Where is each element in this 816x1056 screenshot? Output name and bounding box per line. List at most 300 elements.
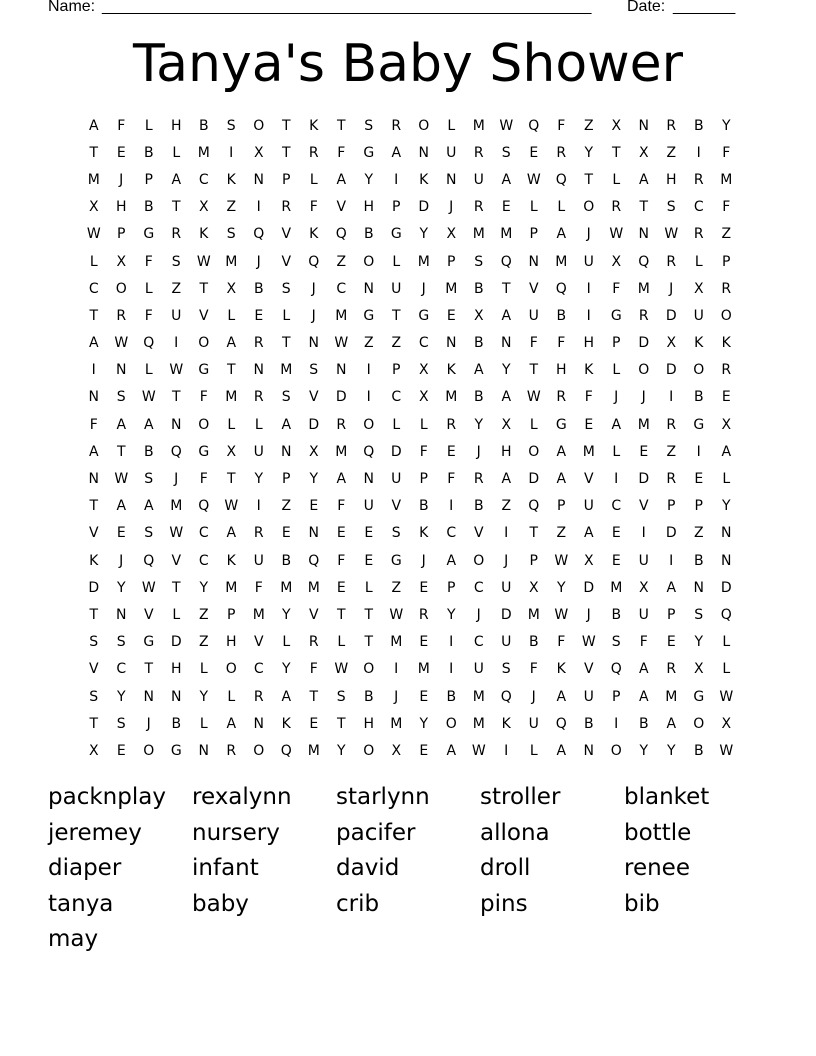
grid-cell[interactable]: C xyxy=(391,389,402,406)
grid-cell[interactable]: O xyxy=(363,253,375,270)
grid-cell[interactable]: Q xyxy=(500,253,512,270)
grid-cell[interactable]: N xyxy=(336,362,347,379)
grid-cell[interactable]: R xyxy=(446,416,457,433)
grid-cell[interactable]: H xyxy=(170,117,182,134)
grid-cell[interactable]: I xyxy=(669,389,674,406)
grid-cell[interactable]: J xyxy=(146,715,151,732)
grid-cell[interactable]: A xyxy=(446,552,457,569)
grid-cell[interactable]: L xyxy=(282,307,291,324)
grid-cell[interactable]: F xyxy=(254,579,263,596)
grid-cell[interactable]: K xyxy=(89,552,99,569)
grid-cell[interactable]: E xyxy=(116,144,126,161)
grid-cell[interactable]: W xyxy=(141,579,156,596)
grid-cell[interactable]: Z xyxy=(171,280,182,297)
grid-cell[interactable]: L xyxy=(144,117,153,134)
grid-cell[interactable]: P xyxy=(557,498,566,515)
grid-cell[interactable]: Z xyxy=(666,443,677,460)
grid-cell[interactable]: P xyxy=(392,362,401,379)
grid-cell[interactable]: U xyxy=(363,498,374,515)
grid-cell[interactable]: Q xyxy=(720,606,732,623)
grid-cell[interactable]: J xyxy=(504,552,509,569)
grid-cell[interactable]: K xyxy=(556,661,566,678)
grid-cell[interactable]: R xyxy=(116,307,127,324)
grid-cell[interactable]: D xyxy=(88,579,100,596)
grid-cell[interactable]: S xyxy=(391,525,401,542)
grid-cell[interactable]: L xyxy=(447,117,456,134)
grid-cell[interactable]: B xyxy=(473,280,484,297)
grid-cell[interactable]: L xyxy=(89,253,98,270)
grid-cell[interactable]: E xyxy=(281,525,291,542)
grid-cell[interactable]: X xyxy=(446,226,457,243)
grid-cell[interactable]: M xyxy=(472,715,485,732)
grid-cell[interactable]: E xyxy=(446,307,456,324)
grid-cell[interactable]: I xyxy=(449,498,454,515)
grid-cell[interactable]: W xyxy=(719,688,734,705)
grid-cell[interactable]: L xyxy=(392,253,401,270)
grid-cell[interactable]: R xyxy=(721,280,732,297)
grid-cell[interactable]: I xyxy=(394,661,399,678)
grid-cell[interactable]: A xyxy=(501,171,512,188)
grid-cell[interactable]: F xyxy=(722,199,731,216)
grid-cell[interactable]: M xyxy=(280,579,293,596)
grid-cell[interactable]: P xyxy=(612,335,621,352)
grid-cell[interactable]: O xyxy=(473,552,485,569)
grid-cell[interactable]: F xyxy=(612,280,621,297)
grid-cell[interactable]: X xyxy=(693,280,704,297)
grid-cell[interactable]: L xyxy=(529,199,538,216)
grid-cell[interactable]: V xyxy=(583,661,594,678)
grid-cell[interactable]: F xyxy=(309,199,318,216)
grid-cell[interactable]: X xyxy=(638,579,649,596)
grid-cell[interactable]: N xyxy=(693,579,704,596)
grid-cell[interactable]: I xyxy=(504,742,509,759)
grid-cell[interactable]: F xyxy=(529,335,538,352)
grid-cell[interactable]: S xyxy=(281,389,291,406)
grid-cell[interactable]: T xyxy=(336,117,346,134)
grid-cell[interactable]: A xyxy=(721,443,732,460)
grid-cell[interactable]: Q xyxy=(143,335,155,352)
grid-cell[interactable]: I xyxy=(614,471,619,488)
grid-cell[interactable]: D xyxy=(528,471,540,488)
grid-cell[interactable]: R xyxy=(556,144,567,161)
grid-cell[interactable]: U xyxy=(528,715,539,732)
grid-cell[interactable]: Y xyxy=(721,117,731,134)
grid-cell[interactable]: C xyxy=(198,525,209,542)
grid-cell[interactable]: L xyxy=(612,443,621,460)
grid-cell[interactable]: I xyxy=(449,634,454,651)
grid-cell[interactable]: O xyxy=(143,742,155,759)
name-line[interactable]: _______________________________________________________ xyxy=(102,0,592,15)
grid-cell[interactable]: L xyxy=(144,362,153,379)
grid-cell[interactable]: A xyxy=(556,742,567,759)
grid-cell[interactable]: B xyxy=(171,715,182,732)
grid-cell[interactable]: N xyxy=(281,443,292,460)
grid-cell[interactable]: D xyxy=(638,471,650,488)
grid-cell[interactable]: Y xyxy=(309,471,319,488)
grid-cell[interactable]: Q xyxy=(253,226,265,243)
grid-cell[interactable]: V xyxy=(638,498,649,515)
grid-cell[interactable]: N xyxy=(253,362,264,379)
grid-cell[interactable]: D xyxy=(665,525,677,542)
grid-cell[interactable]: I xyxy=(669,552,674,569)
grid-cell[interactable]: J xyxy=(614,389,619,406)
grid-cell[interactable]: C xyxy=(473,634,484,651)
grid-cell[interactable]: I xyxy=(696,443,701,460)
grid-cell[interactable]: N xyxy=(253,715,264,732)
grid-cell[interactable]: A xyxy=(473,362,484,379)
grid-cell[interactable]: G xyxy=(170,742,182,759)
grid-cell[interactable]: K xyxy=(419,525,429,542)
grid-cell[interactable]: F xyxy=(199,389,208,406)
grid-cell[interactable]: L xyxy=(529,416,538,433)
grid-cell[interactable]: W xyxy=(499,117,514,134)
grid-cell[interactable]: C xyxy=(611,498,622,515)
grid-cell[interactable]: O xyxy=(528,443,540,460)
grid-cell[interactable]: M xyxy=(252,606,265,623)
grid-cell[interactable]: O xyxy=(363,661,375,678)
grid-cell[interactable]: V xyxy=(308,606,319,623)
grid-cell[interactable]: O xyxy=(198,335,210,352)
grid-cell[interactable]: O xyxy=(720,307,732,324)
grid-cell[interactable]: Q xyxy=(280,742,292,759)
grid-cell[interactable]: X xyxy=(611,253,622,270)
grid-cell[interactable]: G xyxy=(693,416,705,433)
grid-cell[interactable]: R xyxy=(253,389,264,406)
grid-cell[interactable]: E xyxy=(336,525,346,542)
grid-cell[interactable]: J xyxy=(586,226,591,243)
grid-cell[interactable]: N xyxy=(253,171,264,188)
grid-cell[interactable]: T xyxy=(89,715,99,732)
grid-cell[interactable]: S xyxy=(611,634,621,651)
grid-cell[interactable]: A xyxy=(391,144,402,161)
grid-cell[interactable]: B xyxy=(143,199,154,216)
grid-cell[interactable]: Z xyxy=(281,498,292,515)
grid-cell[interactable]: Z xyxy=(226,199,237,216)
grid-cell[interactable]: V xyxy=(198,307,209,324)
grid-cell[interactable]: Q xyxy=(363,443,375,460)
grid-cell[interactable]: A xyxy=(446,742,457,759)
grid-cell[interactable]: J xyxy=(476,606,481,623)
grid-cell[interactable]: W xyxy=(196,253,211,270)
grid-cell[interactable]: Y xyxy=(501,362,511,379)
grid-cell[interactable]: V xyxy=(88,661,99,678)
grid-cell[interactable]: M xyxy=(527,606,540,623)
grid-cell[interactable]: H xyxy=(225,634,237,651)
grid-cell[interactable]: I xyxy=(366,362,371,379)
grid-cell[interactable]: K xyxy=(584,362,594,379)
grid-cell[interactable]: S xyxy=(116,634,126,651)
grid-cell[interactable]: N xyxy=(88,471,99,488)
grid-cell[interactable]: V xyxy=(281,226,292,243)
grid-cell[interactable]: M xyxy=(472,226,485,243)
grid-cell[interactable]: W xyxy=(609,226,624,243)
grid-cell[interactable]: K xyxy=(226,171,236,188)
grid-cell[interactable]: P xyxy=(419,471,428,488)
grid-cell[interactable]: F xyxy=(447,471,456,488)
grid-cell[interactable]: M xyxy=(472,117,485,134)
grid-cell[interactable]: P xyxy=(667,606,676,623)
grid-cell[interactable]: R xyxy=(281,199,292,216)
grid-cell[interactable]: S xyxy=(501,144,511,161)
grid-cell[interactable]: L xyxy=(722,634,731,651)
grid-cell[interactable]: T xyxy=(171,199,181,216)
grid-cell[interactable]: X xyxy=(198,199,209,216)
grid-cell[interactable]: O xyxy=(693,362,705,379)
grid-cell[interactable]: T xyxy=(89,144,99,161)
grid-cell[interactable]: M xyxy=(417,253,430,270)
grid-cell[interactable]: Y xyxy=(666,742,676,759)
grid-cell[interactable]: J xyxy=(449,199,454,216)
grid-cell[interactable]: J xyxy=(311,307,316,324)
grid-cell[interactable]: U xyxy=(473,171,484,188)
grid-cell[interactable]: W xyxy=(526,389,541,406)
grid-cell[interactable]: A xyxy=(666,579,677,596)
grid-cell[interactable]: W xyxy=(224,498,239,515)
grid-cell[interactable]: A xyxy=(666,715,677,732)
grid-cell[interactable]: V xyxy=(583,471,594,488)
grid-cell[interactable]: L xyxy=(172,606,181,623)
grid-cell[interactable]: S xyxy=(309,362,319,379)
grid-cell[interactable]: M xyxy=(472,688,485,705)
grid-cell[interactable]: A xyxy=(501,471,512,488)
grid-cell[interactable]: U xyxy=(501,579,512,596)
grid-cell[interactable]: S xyxy=(666,199,676,216)
grid-cell[interactable]: F xyxy=(529,661,538,678)
grid-cell[interactable]: L xyxy=(254,416,263,433)
grid-cell[interactable]: X xyxy=(226,280,237,297)
grid-cell[interactable]: Q xyxy=(555,280,567,297)
grid-cell[interactable]: T xyxy=(116,443,126,460)
grid-cell[interactable]: Y xyxy=(694,634,704,651)
grid-cell[interactable]: A xyxy=(226,715,237,732)
grid-cell[interactable]: A xyxy=(556,471,567,488)
grid-cell[interactable]: E xyxy=(611,525,621,542)
grid-cell[interactable]: S xyxy=(501,661,511,678)
grid-cell[interactable]: X xyxy=(528,579,539,596)
grid-cell[interactable]: C xyxy=(198,552,209,569)
grid-cell[interactable]: T xyxy=(89,498,99,515)
grid-cell[interactable]: X xyxy=(253,144,264,161)
grid-cell[interactable]: A xyxy=(88,443,99,460)
grid-cell[interactable]: K xyxy=(419,171,429,188)
grid-cell[interactable]: O xyxy=(115,280,127,297)
grid-cell[interactable]: L xyxy=(557,199,566,216)
grid-cell[interactable]: H xyxy=(115,199,127,216)
grid-cell[interactable]: Q xyxy=(143,552,155,569)
grid-cell[interactable]: C xyxy=(418,335,429,352)
grid-cell[interactable]: U xyxy=(446,144,457,161)
grid-cell[interactable]: G xyxy=(198,362,210,379)
grid-cell[interactable]: A xyxy=(501,389,512,406)
grid-cell[interactable]: W xyxy=(114,471,129,488)
grid-cell[interactable]: E xyxy=(116,525,126,542)
grid-cell[interactable]: W xyxy=(719,742,734,759)
grid-cell[interactable]: S xyxy=(144,525,154,542)
grid-cell[interactable]: I xyxy=(641,525,646,542)
grid-cell[interactable]: B xyxy=(363,226,374,243)
grid-cell[interactable]: A xyxy=(143,416,154,433)
grid-cell[interactable]: O xyxy=(363,416,375,433)
grid-cell[interactable]: V xyxy=(171,552,182,569)
grid-cell[interactable]: K xyxy=(446,362,456,379)
grid-cell[interactable]: H xyxy=(170,661,182,678)
grid-cell[interactable]: I xyxy=(614,715,619,732)
grid-cell[interactable]: F xyxy=(557,117,566,134)
grid-cell[interactable]: J xyxy=(311,280,316,297)
grid-cell[interactable]: W xyxy=(581,634,596,651)
grid-cell[interactable]: Z xyxy=(583,117,594,134)
grid-cell[interactable]: X xyxy=(473,307,484,324)
grid-cell[interactable]: J xyxy=(119,552,124,569)
grid-cell[interactable]: M xyxy=(280,362,293,379)
grid-cell[interactable]: B xyxy=(281,552,292,569)
grid-cell[interactable]: N xyxy=(308,525,319,542)
grid-cell[interactable]: M xyxy=(445,280,458,297)
grid-cell[interactable]: D xyxy=(418,199,430,216)
grid-cell[interactable]: X xyxy=(226,443,237,460)
grid-cell[interactable]: J xyxy=(531,688,536,705)
grid-cell[interactable]: X xyxy=(391,742,402,759)
grid-cell[interactable]: L xyxy=(227,416,236,433)
grid-cell[interactable]: V xyxy=(253,634,264,651)
grid-cell[interactable]: B xyxy=(528,634,539,651)
grid-cell[interactable]: K xyxy=(199,226,209,243)
grid-cell[interactable]: T xyxy=(584,171,594,188)
grid-cell[interactable]: C xyxy=(253,661,264,678)
grid-cell[interactable]: R xyxy=(253,335,264,352)
grid-cell[interactable]: E xyxy=(419,634,429,651)
grid-cell[interactable]: N xyxy=(638,226,649,243)
grid-cell[interactable]: P xyxy=(447,579,456,596)
grid-cell[interactable]: Y xyxy=(364,171,374,188)
grid-cell[interactable]: L xyxy=(227,307,236,324)
grid-cell[interactable]: N xyxy=(116,606,127,623)
grid-cell[interactable]: T xyxy=(309,688,319,705)
grid-cell[interactable]: Y xyxy=(474,416,484,433)
grid-cell[interactable]: P xyxy=(694,498,703,515)
grid-cell[interactable]: O xyxy=(198,416,210,433)
grid-cell[interactable]: V xyxy=(281,253,292,270)
grid-cell[interactable]: G xyxy=(363,307,375,324)
grid-cell[interactable]: L xyxy=(282,634,291,651)
grid-cell[interactable]: Q xyxy=(170,443,182,460)
grid-cell[interactable]: W xyxy=(334,661,349,678)
grid-cell[interactable]: I xyxy=(449,661,454,678)
grid-cell[interactable]: V xyxy=(143,606,154,623)
grid-cell[interactable]: X xyxy=(308,443,319,460)
grid-cell[interactable]: N xyxy=(308,335,319,352)
grid-cell[interactable]: P xyxy=(447,253,456,270)
grid-cell[interactable]: E xyxy=(639,443,649,460)
grid-cell[interactable]: F xyxy=(89,416,98,433)
grid-cell[interactable]: T xyxy=(281,335,291,352)
grid-cell[interactable]: A xyxy=(583,525,594,542)
grid-cell[interactable]: Q xyxy=(555,715,567,732)
grid-cell[interactable]: K xyxy=(721,335,731,352)
grid-cell[interactable]: D xyxy=(665,307,677,324)
grid-cell[interactable]: T xyxy=(336,606,346,623)
grid-cell[interactable]: L xyxy=(529,742,538,759)
grid-cell[interactable]: N xyxy=(418,144,429,161)
grid-cell[interactable]: Y xyxy=(116,579,126,596)
grid-cell[interactable]: I xyxy=(366,389,371,406)
grid-cell[interactable]: N xyxy=(116,362,127,379)
grid-cell[interactable]: E xyxy=(419,688,429,705)
grid-cell[interactable]: Q xyxy=(500,688,512,705)
grid-cell[interactable]: K xyxy=(309,117,319,134)
grid-cell[interactable]: Z xyxy=(336,253,347,270)
grid-cell[interactable]: F xyxy=(117,117,126,134)
grid-cell[interactable]: L xyxy=(172,144,181,161)
grid-cell[interactable]: P xyxy=(529,226,538,243)
grid-cell[interactable]: U xyxy=(583,688,594,705)
grid-cell[interactable]: B xyxy=(363,688,374,705)
grid-cell[interactable]: A xyxy=(336,171,347,188)
grid-cell[interactable]: C xyxy=(116,661,127,678)
grid-cell[interactable]: I xyxy=(91,362,96,379)
grid-cell[interactable]: L xyxy=(199,715,208,732)
grid-cell[interactable]: N xyxy=(638,117,649,134)
grid-cell[interactable]: Y xyxy=(336,742,346,759)
grid-cell[interactable]: Y xyxy=(281,661,291,678)
grid-cell[interactable]: A xyxy=(638,171,649,188)
grid-cell[interactable]: G xyxy=(198,443,210,460)
grid-cell[interactable]: B xyxy=(583,715,594,732)
grid-cell[interactable]: U xyxy=(583,253,594,270)
grid-cell[interactable]: T xyxy=(89,606,99,623)
grid-cell[interactable]: K xyxy=(281,715,291,732)
grid-cell[interactable]: J xyxy=(421,280,426,297)
grid-cell[interactable]: T xyxy=(171,579,181,596)
grid-cell[interactable]: N xyxy=(446,335,457,352)
grid-cell[interactable]: P xyxy=(282,171,291,188)
grid-cell[interactable]: R xyxy=(666,416,677,433)
grid-cell[interactable]: B xyxy=(418,498,429,515)
grid-cell[interactable]: R xyxy=(693,226,704,243)
grid-cell[interactable]: R xyxy=(308,634,319,651)
grid-cell[interactable]: A xyxy=(336,471,347,488)
grid-cell[interactable]: H xyxy=(665,171,677,188)
grid-cell[interactable]: A xyxy=(88,117,99,134)
grid-cell[interactable]: V xyxy=(528,280,539,297)
grid-cell[interactable]: S xyxy=(144,471,154,488)
grid-cell[interactable]: E xyxy=(309,715,319,732)
grid-cell[interactable]: B xyxy=(556,307,567,324)
grid-cell[interactable]: F xyxy=(199,471,208,488)
grid-cell[interactable]: E xyxy=(694,471,704,488)
grid-cell[interactable]: T xyxy=(529,362,539,379)
grid-cell[interactable]: U xyxy=(638,552,649,569)
grid-cell[interactable]: N xyxy=(143,688,154,705)
grid-cell[interactable]: Y xyxy=(116,688,126,705)
grid-cell[interactable]: S xyxy=(364,117,374,134)
grid-cell[interactable]: O xyxy=(253,742,265,759)
grid-cell[interactable]: J xyxy=(586,606,591,623)
grid-cell[interactable]: X xyxy=(611,117,622,134)
grid-cell[interactable]: G xyxy=(390,552,402,569)
grid-cell[interactable]: R xyxy=(473,144,484,161)
grid-cell[interactable]: F xyxy=(557,634,566,651)
grid-cell[interactable]: U xyxy=(583,498,594,515)
grid-cell[interactable]: D xyxy=(583,579,595,596)
grid-cell[interactable]: V xyxy=(473,525,484,542)
grid-cell[interactable]: W xyxy=(554,552,569,569)
grid-cell[interactable]: P xyxy=(612,688,621,705)
grid-cell[interactable]: W xyxy=(526,171,541,188)
grid-cell[interactable]: N xyxy=(171,416,182,433)
grid-cell[interactable]: E xyxy=(336,579,346,596)
grid-cell[interactable]: W xyxy=(554,606,569,623)
